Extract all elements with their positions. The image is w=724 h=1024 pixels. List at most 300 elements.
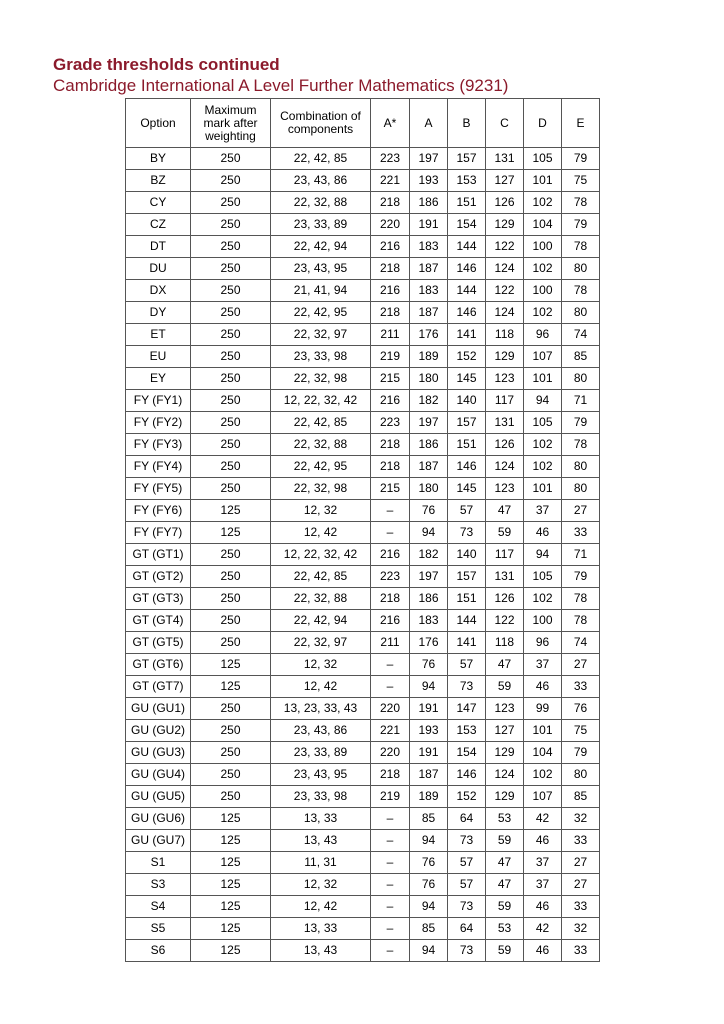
- cell-maximum-mark: 250: [191, 236, 271, 258]
- cell-combination: 13, 43: [271, 830, 371, 852]
- cell-d: 100: [524, 610, 562, 632]
- cell-c: 127: [486, 720, 524, 742]
- cell-a-star: –: [371, 500, 410, 522]
- cell-b: 144: [448, 236, 486, 258]
- table-row: [126, 852, 600, 874]
- cell-maximum-mark: 125: [191, 852, 271, 874]
- cell-d: 94: [524, 544, 562, 566]
- cell-a-star: –: [371, 830, 410, 852]
- cell-maximum-mark: 125: [191, 940, 271, 962]
- cell-e: 33: [562, 896, 600, 918]
- table-row: [126, 940, 600, 962]
- cell-combination: 11, 31: [271, 852, 371, 874]
- cell-a-star: 223: [371, 412, 410, 434]
- cell-a-star: 216: [371, 610, 410, 632]
- cell-d: 37: [524, 874, 562, 896]
- cell-b: 154: [448, 742, 486, 764]
- cell-option: DY: [126, 302, 191, 324]
- cell-combination: 12, 22, 32, 42: [271, 390, 371, 412]
- cell-a-star: –: [371, 808, 410, 830]
- cell-option: GT (GT3): [126, 588, 191, 610]
- cell-e: 79: [562, 566, 600, 588]
- cell-a-star: 216: [371, 236, 410, 258]
- cell-a: 76: [410, 500, 448, 522]
- cell-a: 176: [410, 632, 448, 654]
- cell-a: 183: [410, 236, 448, 258]
- cell-c: 59: [486, 830, 524, 852]
- cell-maximum-mark: 250: [191, 148, 271, 170]
- cell-e: 78: [562, 192, 600, 214]
- cell-combination: 21, 41, 94: [271, 280, 371, 302]
- cell-a: 183: [410, 610, 448, 632]
- cell-b: 147: [448, 698, 486, 720]
- cell-option: FY (FY2): [126, 412, 191, 434]
- cell-c: 118: [486, 324, 524, 346]
- cell-d: 101: [524, 720, 562, 742]
- cell-option: BZ: [126, 170, 191, 192]
- header-combination: Combination of components: [271, 99, 371, 148]
- cell-b: 154: [448, 214, 486, 236]
- header-grade-a: A: [410, 99, 448, 148]
- cell-maximum-mark: 250: [191, 632, 271, 654]
- cell-d: 101: [524, 170, 562, 192]
- cell-c: 123: [486, 698, 524, 720]
- cell-option: GU (GU7): [126, 830, 191, 852]
- cell-b: 151: [448, 192, 486, 214]
- cell-a-star: 218: [371, 456, 410, 478]
- cell-c: 131: [486, 566, 524, 588]
- cell-c: 127: [486, 170, 524, 192]
- cell-c: 47: [486, 874, 524, 896]
- cell-a-star: 220: [371, 742, 410, 764]
- cell-option: FY (FY3): [126, 434, 191, 456]
- cell-b: 73: [448, 940, 486, 962]
- table-row: [126, 698, 600, 720]
- header-grade-e: E: [562, 99, 600, 148]
- table-row: [126, 214, 600, 236]
- cell-e: 80: [562, 764, 600, 786]
- cell-a: 180: [410, 368, 448, 390]
- cell-d: 102: [524, 192, 562, 214]
- cell-maximum-mark: 125: [191, 654, 271, 676]
- cell-a-star: –: [371, 918, 410, 940]
- cell-c: 129: [486, 786, 524, 808]
- cell-c: 59: [486, 676, 524, 698]
- cell-e: 27: [562, 874, 600, 896]
- cell-a: 197: [410, 412, 448, 434]
- cell-b: 157: [448, 148, 486, 170]
- cell-a-star: –: [371, 676, 410, 698]
- cell-a: 182: [410, 390, 448, 412]
- page-heading: Grade thresholds continued: [53, 55, 280, 74]
- table-row: [126, 500, 600, 522]
- cell-option: FY (FY4): [126, 456, 191, 478]
- cell-combination: 23, 43, 86: [271, 170, 371, 192]
- cell-a: 94: [410, 896, 448, 918]
- cell-a-star: 221: [371, 720, 410, 742]
- cell-d: 102: [524, 588, 562, 610]
- cell-e: 80: [562, 302, 600, 324]
- table-row: [126, 830, 600, 852]
- cell-option: EY: [126, 368, 191, 390]
- cell-maximum-mark: 250: [191, 390, 271, 412]
- cell-e: 32: [562, 918, 600, 940]
- cell-maximum-mark: 250: [191, 214, 271, 236]
- table-body: [126, 148, 600, 962]
- cell-e: 33: [562, 676, 600, 698]
- table-row: [126, 676, 600, 698]
- cell-combination: 22, 32, 98: [271, 368, 371, 390]
- cell-b: 157: [448, 566, 486, 588]
- cell-a: 186: [410, 192, 448, 214]
- cell-d: 46: [524, 940, 562, 962]
- cell-option: GT (GT5): [126, 632, 191, 654]
- table-row: [126, 478, 600, 500]
- cell-combination: 12, 22, 32, 42: [271, 544, 371, 566]
- cell-b: 144: [448, 280, 486, 302]
- cell-d: 100: [524, 280, 562, 302]
- table-row: [126, 258, 600, 280]
- cell-c: 53: [486, 918, 524, 940]
- cell-e: 76: [562, 698, 600, 720]
- cell-combination: 12, 32: [271, 654, 371, 676]
- cell-combination: 22, 42, 85: [271, 566, 371, 588]
- cell-e: 74: [562, 632, 600, 654]
- cell-maximum-mark: 250: [191, 720, 271, 742]
- cell-a-star: –: [371, 522, 410, 544]
- cell-a: 187: [410, 456, 448, 478]
- cell-a: 180: [410, 478, 448, 500]
- header-grade-b: B: [448, 99, 486, 148]
- cell-a: 94: [410, 830, 448, 852]
- cell-combination: 22, 32, 88: [271, 192, 371, 214]
- cell-option: S1: [126, 852, 191, 874]
- page-subheading: Cambridge International A Level Further Mathematics (9231): [53, 76, 509, 95]
- cell-combination: 22, 42, 95: [271, 302, 371, 324]
- cell-a-star: 220: [371, 214, 410, 236]
- cell-b: 146: [448, 258, 486, 280]
- cell-option: DT: [126, 236, 191, 258]
- cell-e: 78: [562, 434, 600, 456]
- cell-b: 57: [448, 874, 486, 896]
- cell-option: ET: [126, 324, 191, 346]
- cell-a-star: 211: [371, 324, 410, 346]
- cell-maximum-mark: 250: [191, 742, 271, 764]
- cell-b: 73: [448, 522, 486, 544]
- cell-maximum-mark: 125: [191, 676, 271, 698]
- cell-d: 46: [524, 676, 562, 698]
- cell-d: 100: [524, 236, 562, 258]
- cell-maximum-mark: 250: [191, 544, 271, 566]
- cell-a-star: –: [371, 852, 410, 874]
- cell-e: 85: [562, 346, 600, 368]
- cell-e: 27: [562, 852, 600, 874]
- cell-d: 46: [524, 830, 562, 852]
- cell-e: 71: [562, 544, 600, 566]
- cell-c: 126: [486, 192, 524, 214]
- cell-d: 42: [524, 918, 562, 940]
- cell-combination: 13, 33: [271, 918, 371, 940]
- cell-a-star: 218: [371, 192, 410, 214]
- cell-e: 33: [562, 940, 600, 962]
- cell-d: 37: [524, 852, 562, 874]
- cell-a-star: 218: [371, 258, 410, 280]
- header-option: Option: [126, 99, 191, 148]
- cell-c: 131: [486, 412, 524, 434]
- cell-b: 151: [448, 588, 486, 610]
- cell-combination: 13, 33: [271, 808, 371, 830]
- cell-b: 141: [448, 324, 486, 346]
- cell-maximum-mark: 250: [191, 434, 271, 456]
- cell-d: 37: [524, 500, 562, 522]
- cell-c: 129: [486, 346, 524, 368]
- cell-b: 141: [448, 632, 486, 654]
- cell-option: FY (FY7): [126, 522, 191, 544]
- cell-maximum-mark: 250: [191, 324, 271, 346]
- cell-combination: 12, 42: [271, 896, 371, 918]
- cell-option: GT (GT7): [126, 676, 191, 698]
- cell-b: 146: [448, 456, 486, 478]
- table-row: [126, 786, 600, 808]
- cell-e: 71: [562, 390, 600, 412]
- cell-a: 94: [410, 940, 448, 962]
- cell-combination: 12, 42: [271, 522, 371, 544]
- cell-e: 33: [562, 830, 600, 852]
- table-row: [126, 456, 600, 478]
- cell-a-star: –: [371, 896, 410, 918]
- table-row: [126, 302, 600, 324]
- grade-thresholds-table: [125, 98, 600, 962]
- cell-c: 117: [486, 544, 524, 566]
- cell-a-star: 220: [371, 698, 410, 720]
- cell-maximum-mark: 250: [191, 412, 271, 434]
- cell-e: 78: [562, 610, 600, 632]
- cell-combination: 22, 42, 85: [271, 148, 371, 170]
- cell-a: 183: [410, 280, 448, 302]
- table-row: [126, 654, 600, 676]
- cell-option: DU: [126, 258, 191, 280]
- cell-c: 123: [486, 478, 524, 500]
- table-row: [126, 918, 600, 940]
- cell-maximum-mark: 250: [191, 302, 271, 324]
- cell-maximum-mark: 125: [191, 874, 271, 896]
- table-row: [126, 390, 600, 412]
- cell-b: 152: [448, 346, 486, 368]
- cell-combination: 12, 32: [271, 500, 371, 522]
- cell-a-star: 218: [371, 434, 410, 456]
- cell-a-star: 215: [371, 368, 410, 390]
- header-grade-c: C: [486, 99, 524, 148]
- cell-a: 191: [410, 214, 448, 236]
- cell-e: 79: [562, 214, 600, 236]
- table-row: [126, 874, 600, 896]
- cell-b: 64: [448, 918, 486, 940]
- cell-c: 53: [486, 808, 524, 830]
- cell-a: 76: [410, 852, 448, 874]
- table-row: [126, 720, 600, 742]
- cell-option: GT (GT4): [126, 610, 191, 632]
- cell-b: 145: [448, 368, 486, 390]
- cell-a: 186: [410, 588, 448, 610]
- cell-option: S5: [126, 918, 191, 940]
- cell-maximum-mark: 250: [191, 280, 271, 302]
- cell-b: 146: [448, 764, 486, 786]
- cell-combination: 22, 32, 97: [271, 632, 371, 654]
- cell-d: 105: [524, 412, 562, 434]
- cell-a-star: 216: [371, 544, 410, 566]
- cell-a-star: –: [371, 940, 410, 962]
- cell-maximum-mark: 250: [191, 566, 271, 588]
- cell-a: 193: [410, 170, 448, 192]
- cell-combination: 13, 43: [271, 940, 371, 962]
- cell-c: 126: [486, 588, 524, 610]
- cell-e: 79: [562, 148, 600, 170]
- cell-b: 73: [448, 896, 486, 918]
- cell-b: 144: [448, 610, 486, 632]
- table-row: [126, 346, 600, 368]
- cell-b: 153: [448, 170, 486, 192]
- cell-d: 107: [524, 346, 562, 368]
- cell-b: 57: [448, 852, 486, 874]
- cell-b: 151: [448, 434, 486, 456]
- cell-c: 59: [486, 522, 524, 544]
- cell-a: 85: [410, 808, 448, 830]
- cell-maximum-mark: 250: [191, 346, 271, 368]
- cell-e: 80: [562, 456, 600, 478]
- cell-option: BY: [126, 148, 191, 170]
- cell-option: S6: [126, 940, 191, 962]
- table-header-row: [126, 99, 600, 148]
- cell-e: 78: [562, 280, 600, 302]
- cell-e: 80: [562, 478, 600, 500]
- cell-combination: 23, 33, 98: [271, 346, 371, 368]
- cell-d: 102: [524, 434, 562, 456]
- table-row: [126, 368, 600, 390]
- cell-combination: 13, 23, 33, 43: [271, 698, 371, 720]
- cell-d: 104: [524, 742, 562, 764]
- cell-c: 126: [486, 434, 524, 456]
- cell-e: 80: [562, 368, 600, 390]
- cell-e: 79: [562, 742, 600, 764]
- cell-b: 64: [448, 808, 486, 830]
- table-row: [126, 324, 600, 346]
- cell-option: DX: [126, 280, 191, 302]
- cell-d: 94: [524, 390, 562, 412]
- cell-option: FY (FY5): [126, 478, 191, 500]
- cell-a: 76: [410, 874, 448, 896]
- table-row: [126, 148, 600, 170]
- cell-option: FY (FY6): [126, 500, 191, 522]
- cell-d: 96: [524, 324, 562, 346]
- cell-b: 73: [448, 830, 486, 852]
- cell-e: 75: [562, 170, 600, 192]
- table-row: [126, 632, 600, 654]
- cell-maximum-mark: 250: [191, 478, 271, 500]
- cell-combination: 22, 42, 95: [271, 456, 371, 478]
- cell-option: S4: [126, 896, 191, 918]
- cell-a-star: 215: [371, 478, 410, 500]
- cell-option: GU (GU1): [126, 698, 191, 720]
- cell-option: S3: [126, 874, 191, 896]
- cell-c: 47: [486, 500, 524, 522]
- cell-a: 176: [410, 324, 448, 346]
- cell-a-star: 216: [371, 280, 410, 302]
- cell-a: 197: [410, 148, 448, 170]
- cell-a: 191: [410, 742, 448, 764]
- cell-a-star: 218: [371, 588, 410, 610]
- table-row: [126, 544, 600, 566]
- cell-option: GU (GU4): [126, 764, 191, 786]
- cell-d: 42: [524, 808, 562, 830]
- table-row: [126, 170, 600, 192]
- cell-c: 122: [486, 610, 524, 632]
- cell-combination: 23, 33, 89: [271, 214, 371, 236]
- cell-combination: 22, 32, 98: [271, 478, 371, 500]
- cell-combination: 22, 42, 85: [271, 412, 371, 434]
- cell-combination: 23, 33, 98: [271, 786, 371, 808]
- table-row: [126, 896, 600, 918]
- cell-b: 57: [448, 654, 486, 676]
- cell-c: 123: [486, 368, 524, 390]
- cell-e: 27: [562, 654, 600, 676]
- cell-combination: 23, 43, 95: [271, 764, 371, 786]
- table-row: [126, 280, 600, 302]
- cell-c: 124: [486, 302, 524, 324]
- cell-combination: 22, 32, 97: [271, 324, 371, 346]
- cell-a: 187: [410, 764, 448, 786]
- cell-c: 124: [486, 456, 524, 478]
- cell-maximum-mark: 125: [191, 896, 271, 918]
- cell-a: 182: [410, 544, 448, 566]
- cell-maximum-mark: 250: [191, 368, 271, 390]
- cell-maximum-mark: 250: [191, 170, 271, 192]
- cell-d: 102: [524, 258, 562, 280]
- cell-a: 193: [410, 720, 448, 742]
- cell-a-star: 216: [371, 390, 410, 412]
- cell-combination: 23, 43, 86: [271, 720, 371, 742]
- cell-a: 94: [410, 522, 448, 544]
- cell-maximum-mark: 250: [191, 786, 271, 808]
- cell-a-star: 221: [371, 170, 410, 192]
- cell-maximum-mark: 250: [191, 698, 271, 720]
- cell-a: 187: [410, 258, 448, 280]
- cell-c: 129: [486, 214, 524, 236]
- cell-e: 79: [562, 412, 600, 434]
- cell-e: 78: [562, 588, 600, 610]
- cell-e: 33: [562, 522, 600, 544]
- table-row: [126, 192, 600, 214]
- table-row: [126, 412, 600, 434]
- cell-d: 107: [524, 786, 562, 808]
- cell-e: 74: [562, 324, 600, 346]
- cell-b: 145: [448, 478, 486, 500]
- cell-d: 46: [524, 896, 562, 918]
- cell-b: 157: [448, 412, 486, 434]
- cell-b: 146: [448, 302, 486, 324]
- cell-c: 47: [486, 654, 524, 676]
- table-row: [126, 522, 600, 544]
- cell-maximum-mark: 250: [191, 258, 271, 280]
- cell-a: 94: [410, 676, 448, 698]
- cell-d: 105: [524, 148, 562, 170]
- cell-e: 75: [562, 720, 600, 742]
- cell-e: 27: [562, 500, 600, 522]
- cell-option: GU (GU6): [126, 808, 191, 830]
- cell-maximum-mark: 250: [191, 588, 271, 610]
- cell-combination: 12, 32: [271, 874, 371, 896]
- table-row: [126, 236, 600, 258]
- cell-option: GT (GT1): [126, 544, 191, 566]
